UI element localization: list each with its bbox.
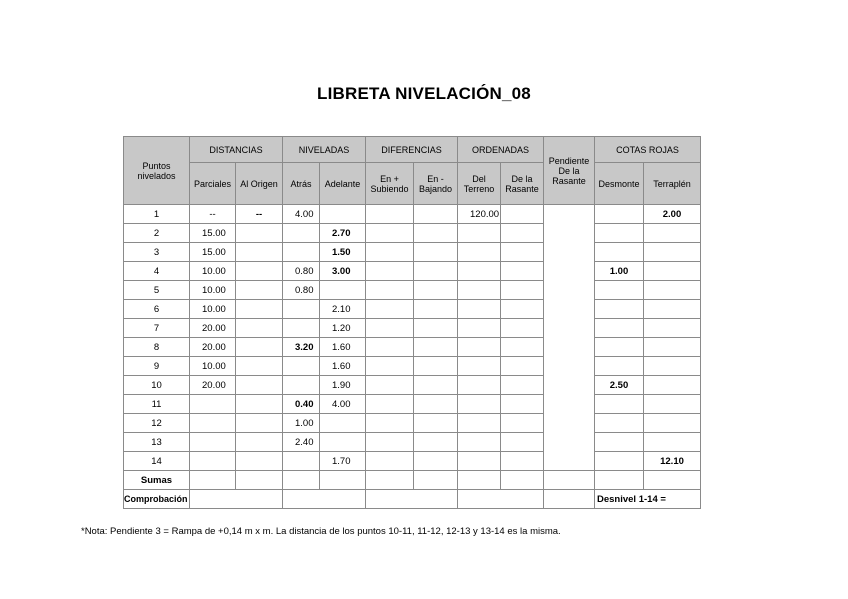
cell-en-subiendo: [366, 357, 414, 376]
cell-punto: 6: [124, 300, 190, 319]
cell-en-subiendo: [366, 205, 414, 224]
cell-de-la-rasante: [501, 414, 544, 433]
cell-de-la-rasante: [501, 262, 544, 281]
cell-desmonte: [595, 224, 644, 243]
cell-al-origen: [236, 414, 283, 433]
header-en-subiendo: En + Subiendo: [366, 163, 414, 205]
cell-en-bajando: [414, 243, 458, 262]
cell-de-la-rasante: [501, 224, 544, 243]
cell-pendiente: [544, 243, 595, 262]
cell-pendiente: [544, 300, 595, 319]
header-distancias: DISTANCIAS: [190, 137, 283, 163]
page-title: LIBRETA NIVELACIÓN_08: [317, 84, 531, 103]
cell-pendiente: [544, 395, 595, 414]
comprobacion-label: Comprobación: [124, 490, 190, 509]
cell-en-bajando: [414, 281, 458, 300]
cell-terraplen: [644, 281, 701, 300]
table-row: [124, 262, 701, 281]
cell-al-origen: [236, 338, 283, 357]
cell-pendiente: [544, 262, 595, 281]
cell-adelante: 1.60: [320, 357, 366, 376]
cell-del-terreno: [458, 338, 501, 357]
table-body: [124, 205, 701, 471]
cell-al-origen: [236, 243, 283, 262]
cell-desmonte: [595, 281, 644, 300]
cell-atras: 0.80: [283, 262, 320, 281]
cell-terraplen: [644, 262, 701, 281]
cell-parciales: 20.00: [190, 319, 236, 338]
cell-del-terreno: [458, 224, 501, 243]
cell-atras: 4.00: [283, 205, 320, 224]
cell-desmonte: [595, 395, 644, 414]
cell-en-subiendo: [366, 338, 414, 357]
cell-del-terreno: [458, 433, 501, 452]
table-row: [124, 395, 701, 414]
cell-en-bajando: [414, 205, 458, 224]
table-cell: [283, 471, 320, 490]
cell-adelante: [320, 281, 366, 300]
cell-del-terreno: [458, 262, 501, 281]
cell-adelante: 1.90: [320, 376, 366, 395]
cell-parciales: [190, 395, 236, 414]
header-de-la-rasante: De la Rasante: [501, 163, 544, 205]
cell-terraplen: [644, 414, 701, 433]
cell-terraplen: [644, 224, 701, 243]
cell-del-terreno: [458, 300, 501, 319]
table-row: [124, 376, 701, 395]
table-cell: [283, 490, 366, 509]
table-cell: [190, 471, 236, 490]
cell-atras: 1.00: [283, 414, 320, 433]
cell-en-bajando: [414, 319, 458, 338]
cell-del-terreno: [458, 414, 501, 433]
cell-en-subiendo: [366, 281, 414, 300]
table-cell: [366, 490, 458, 509]
table-cell: [501, 471, 544, 490]
cell-atras: [283, 224, 320, 243]
cell-desmonte: 1.00: [595, 262, 644, 281]
cell-terraplen: [644, 395, 701, 414]
cell-de-la-rasante: [501, 319, 544, 338]
cell-de-la-rasante: [501, 395, 544, 414]
cell-adelante: 1.20: [320, 319, 366, 338]
cell-punto: 12: [124, 414, 190, 433]
cell-desmonte: [595, 433, 644, 452]
header-puntos: Puntos nivelados: [124, 137, 190, 205]
cell-en-bajando: [414, 262, 458, 281]
cell-en-subiendo: [366, 433, 414, 452]
cell-atras: 2.40: [283, 433, 320, 452]
cell-del-terreno: [458, 395, 501, 414]
sumas-label: Sumas: [124, 471, 190, 490]
cell-desmonte: [595, 452, 644, 471]
cell-pendiente: [544, 338, 595, 357]
cell-al-origen: [236, 319, 283, 338]
table-cell: [414, 471, 458, 490]
cell-al-origen: [236, 376, 283, 395]
cell-en-bajando: [414, 224, 458, 243]
table-row: [124, 433, 701, 452]
cell-en-bajando: [414, 452, 458, 471]
cell-en-bajando: [414, 376, 458, 395]
cell-parciales: 20.00: [190, 376, 236, 395]
table-cell: [544, 471, 595, 490]
cell-al-origen: [236, 452, 283, 471]
cell-pendiente: [544, 205, 595, 224]
cell-parciales: 10.00: [190, 300, 236, 319]
header-niveladas: NIVELADAS: [283, 137, 366, 163]
cell-adelante: 3.00: [320, 262, 366, 281]
table-row: [124, 452, 701, 471]
cell-al-origen: [236, 395, 283, 414]
cell-del-terreno: [458, 319, 501, 338]
header-adelante: Adelante: [320, 163, 366, 205]
cell-punto: 1: [124, 205, 190, 224]
table-row: [124, 224, 701, 243]
cell-en-subiendo: [366, 262, 414, 281]
cell-en-subiendo: [366, 300, 414, 319]
header-del-terreno: Del Terreno: [458, 163, 501, 205]
table-cell: [644, 471, 701, 490]
cell-terraplen: 2.00: [644, 205, 701, 224]
cell-adelante: 2.70: [320, 224, 366, 243]
cell-de-la-rasante: [501, 243, 544, 262]
cell-adelante: 1.70: [320, 452, 366, 471]
cell-terraplen: [644, 243, 701, 262]
cell-del-terreno: [458, 243, 501, 262]
cell-en-subiendo: [366, 376, 414, 395]
cell-en-bajando: [414, 395, 458, 414]
cell-desmonte: [595, 357, 644, 376]
cell-punto: 4: [124, 262, 190, 281]
cell-parciales: 15.00: [190, 243, 236, 262]
cell-adelante: [320, 205, 366, 224]
cell-pendiente: [544, 414, 595, 433]
table-cell: [544, 490, 595, 509]
cell-en-subiendo: [366, 414, 414, 433]
cell-al-origen: [236, 433, 283, 452]
cell-terraplen: [644, 319, 701, 338]
cell-pendiente: [544, 319, 595, 338]
cell-al-origen: [236, 262, 283, 281]
cell-adelante: 1.60: [320, 338, 366, 357]
cell-en-bajando: [414, 414, 458, 433]
desnivel-label: Desnivel 1-14 =: [595, 490, 701, 509]
cell-punto: 11: [124, 395, 190, 414]
cell-adelante: [320, 414, 366, 433]
cell-de-la-rasante: [501, 205, 544, 224]
cell-punto: 7: [124, 319, 190, 338]
table-row: [124, 414, 701, 433]
cell-parciales: 20.00: [190, 338, 236, 357]
cell-al-origen: [236, 357, 283, 376]
cell-pendiente: [544, 452, 595, 471]
cell-desmonte: [595, 300, 644, 319]
cell-terraplen: [644, 338, 701, 357]
table-row: [124, 338, 701, 357]
cell-al-origen: --: [236, 205, 283, 224]
cell-en-subiendo: [366, 224, 414, 243]
cell-atras: [283, 357, 320, 376]
header-pendiente: Pendiente De la Rasante: [544, 137, 595, 205]
cell-parciales: --: [190, 205, 236, 224]
cell-desmonte: [595, 319, 644, 338]
cell-al-origen: [236, 281, 283, 300]
cell-del-terreno: [458, 357, 501, 376]
cell-parciales: 10.00: [190, 357, 236, 376]
cell-punto: 8: [124, 338, 190, 357]
footnote: *Nota: Pendiente 3 = Rampa de +0,14 m x m. La distancia de los puntos 10-11, 11-12, 12-13 y 13-14 es la misma.: [81, 526, 561, 537]
cell-desmonte: [595, 243, 644, 262]
cell-del-terreno: [458, 452, 501, 471]
cell-atras: [283, 300, 320, 319]
cell-desmonte: [595, 338, 644, 357]
cell-punto: 9: [124, 357, 190, 376]
cell-desmonte: [595, 205, 644, 224]
cell-en-bajando: [414, 338, 458, 357]
cell-al-origen: [236, 300, 283, 319]
table-cell: [320, 471, 366, 490]
cell-adelante: 1.50: [320, 243, 366, 262]
cell-punto: 2: [124, 224, 190, 243]
table-cell: [458, 490, 544, 509]
table-row: [124, 281, 701, 300]
cell-parciales: [190, 452, 236, 471]
cell-de-la-rasante: [501, 452, 544, 471]
cell-punto: 13: [124, 433, 190, 452]
cell-en-subiendo: [366, 395, 414, 414]
cell-pendiente: [544, 357, 595, 376]
cell-en-bajando: [414, 300, 458, 319]
cell-de-la-rasante: [501, 281, 544, 300]
cell-pendiente: [544, 433, 595, 452]
cell-de-la-rasante: [501, 433, 544, 452]
nivelacion-table: [123, 136, 701, 509]
header-desmonte: Desmonte: [595, 163, 644, 205]
cell-atras: 3.20: [283, 338, 320, 357]
cell-adelante: 2.10: [320, 300, 366, 319]
cell-atras: [283, 452, 320, 471]
cell-punto: 5: [124, 281, 190, 300]
table-cell: [458, 471, 501, 490]
cell-atras: 0.40: [283, 395, 320, 414]
cell-desmonte: [595, 414, 644, 433]
header-al-origen: Al Origen: [236, 163, 283, 205]
cell-pendiente: [544, 376, 595, 395]
table-cell: [595, 471, 644, 490]
cell-pendiente: [544, 224, 595, 243]
cell-del-terreno: [458, 281, 501, 300]
cell-en-subiendo: [366, 452, 414, 471]
cell-de-la-rasante: [501, 300, 544, 319]
cell-parciales: 15.00: [190, 224, 236, 243]
table-row: [124, 243, 701, 262]
header-atras: Atrás: [283, 163, 320, 205]
cell-del-terreno: 120.00: [458, 205, 501, 224]
cell-punto: 14: [124, 452, 190, 471]
table-cell: [190, 490, 283, 509]
cell-punto: 3: [124, 243, 190, 262]
cell-terraplen: [644, 300, 701, 319]
cell-en-subiendo: [366, 319, 414, 338]
header-ordenadas: ORDENADAS: [458, 137, 544, 163]
header-terraplen: Terraplén: [644, 163, 701, 205]
table-cell: [236, 471, 283, 490]
cell-terraplen: [644, 433, 701, 452]
cell-parciales: 10.00: [190, 281, 236, 300]
table-row: [124, 357, 701, 376]
table-row: [124, 300, 701, 319]
cell-terraplen: 12.10: [644, 452, 701, 471]
cell-en-subiendo: [366, 243, 414, 262]
cell-del-terreno: [458, 376, 501, 395]
cell-pendiente: [544, 281, 595, 300]
cell-terraplen: [644, 376, 701, 395]
cell-atras: [283, 319, 320, 338]
cell-adelante: [320, 433, 366, 452]
cell-parciales: [190, 433, 236, 452]
cell-adelante: 4.00: [320, 395, 366, 414]
table-row: [124, 319, 701, 338]
cell-de-la-rasante: [501, 357, 544, 376]
cell-terraplen: [644, 357, 701, 376]
header-diferencias: DIFERENCIAS: [366, 137, 458, 163]
cell-parciales: 10.00: [190, 262, 236, 281]
cell-de-la-rasante: [501, 338, 544, 357]
cell-en-bajando: [414, 433, 458, 452]
cell-punto: 10: [124, 376, 190, 395]
cell-en-bajando: [414, 357, 458, 376]
header-parciales: Parciales: [190, 163, 236, 205]
table-cell: [366, 471, 414, 490]
cell-desmonte: 2.50: [595, 376, 644, 395]
cell-al-origen: [236, 224, 283, 243]
table-row: [124, 205, 701, 224]
cell-de-la-rasante: [501, 376, 544, 395]
cell-atras: [283, 243, 320, 262]
cell-atras: 0.80: [283, 281, 320, 300]
cell-parciales: [190, 414, 236, 433]
header-en-bajando: En - Bajando: [414, 163, 458, 205]
header-cotas-rojas: COTAS ROJAS: [595, 137, 701, 163]
cell-atras: [283, 376, 320, 395]
